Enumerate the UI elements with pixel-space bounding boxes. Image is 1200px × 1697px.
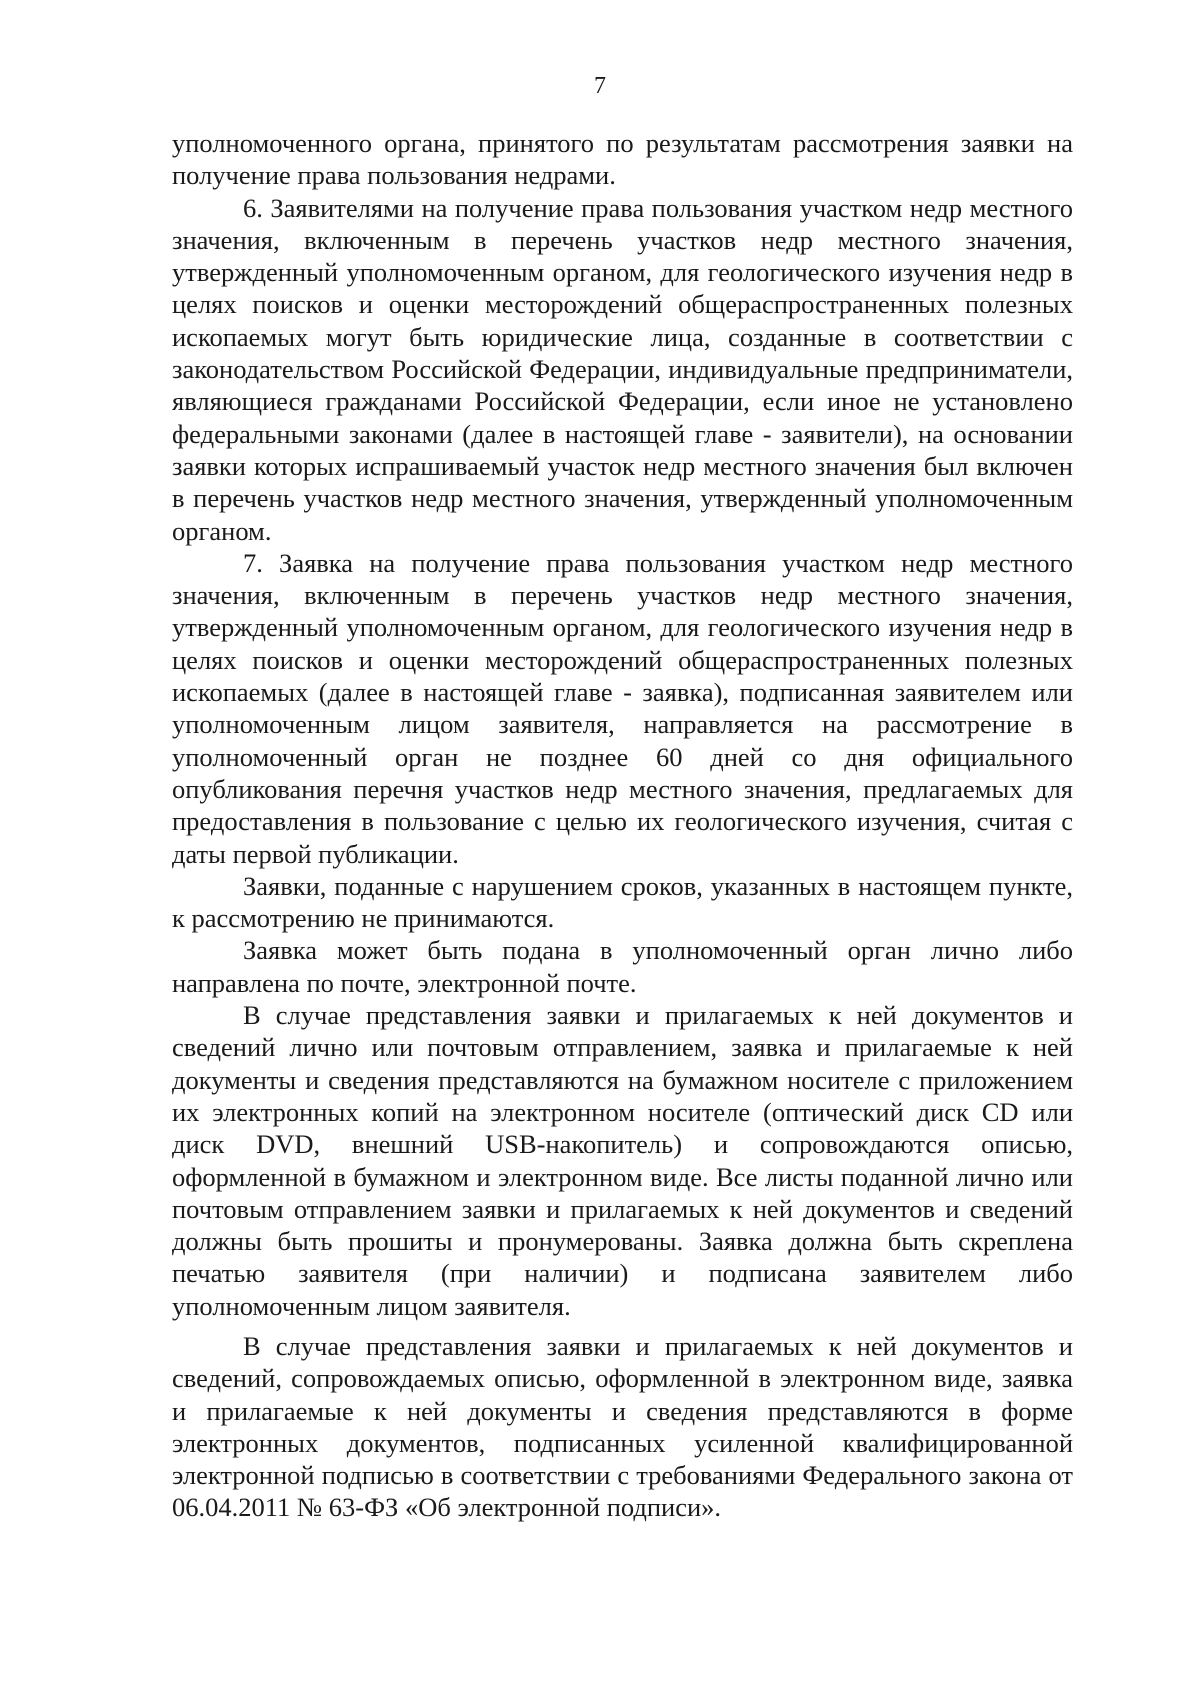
paragraph-continuation: уполномоченного органа, принятого по результатам рассмотрения заявки на получение права пользования недрами. xyxy=(172,128,1073,191)
paragraph-submission-method: Заявка может быть подана в уполномоченный орган лично либо направлена по почте, электронной почте. xyxy=(172,935,1073,998)
document-body xyxy=(172,127,1073,1524)
page-number: 7 xyxy=(594,73,606,99)
paragraph-item-7: 7. Заявка на получение права пользования участком недр местного значения, включенным в перечень участков недр местного значения, утвержденный уполномоченным органом, для геологического изучения недр в целях поисков и оценки месторождений общераспространенных полезных ископаемых (далее в настоящей главе - заявка), подписанная заявителем или уполномоченным лицом заявителя, направляется на рассмотрение в уполномоченный орган не позднее 60 дней со дня официального опубликования перечня участков недр местного значения, предлагаемых для предоставления в пользование с целью их геологического изучения, считая с даты первой публикации. xyxy=(172,547,1073,869)
paragraph-item-6: 6. Заявителями на получение права пользования участком недр местного значения, включенным в перечень участков недр местного значения, утвержденный уполномоченным органом, для геологического изучения недр в целях поисков и оценки месторождений общераспространенных полезных ископаемых могут быть юридические лица, созданные в соответствии с законодательством Российской Федерации, индивидуальные предприниматели, являющиеся гражданами Российской Федерации, если иное не установлено федеральными законами (далее в настоящей главе - заявители), на основании заявки которых испрашиваемый участок недр местного значения был включен в перечень участков недр местного значения, утвержденный уполномоченным органом. xyxy=(172,192,1073,546)
paragraph-deadline-rule: Заявки, поданные с нарушением сроков, указанных в настоящем пункте, к рассмотрению не принимаются. xyxy=(172,870,1073,934)
paragraph-paper-submission: В случае представления заявки и прилагаемых к ней документов и сведений лично или почтовым отправлением, заявка и прилагаемые к ней документы и сведения представляются на бумажном носителе с приложением их электронных копий на электронном носителе (оптический диск CD или диск DVD, внешний USB-накопитель) и сопровождаются описью, оформленной в бумажном и электронном виде. Все листы поданной лично или почтовым отправлением заявки и прилагаемых к ней документов и сведений должны быть прошиты и пронумерованы. Заявка должна быть скреплена печатью заявителя (при наличии) и подписана заявителем либо уполномоченным лицом заявителя. xyxy=(172,1000,1073,1321)
paragraph-electronic-submission: В случае представления заявки и прилагаемых к ней документов и сведений, сопровождаемых описью, оформленной в электронном виде, заявка и прилагаемые к ней документы и сведения представляются в форме электронных документов, подписанных усиленной квалифицированной электронной подписью в соответствии с требованиями Федерального закона от 06.04.2011 № 63-ФЗ «Об электронной подписи». xyxy=(172,1330,1073,1523)
